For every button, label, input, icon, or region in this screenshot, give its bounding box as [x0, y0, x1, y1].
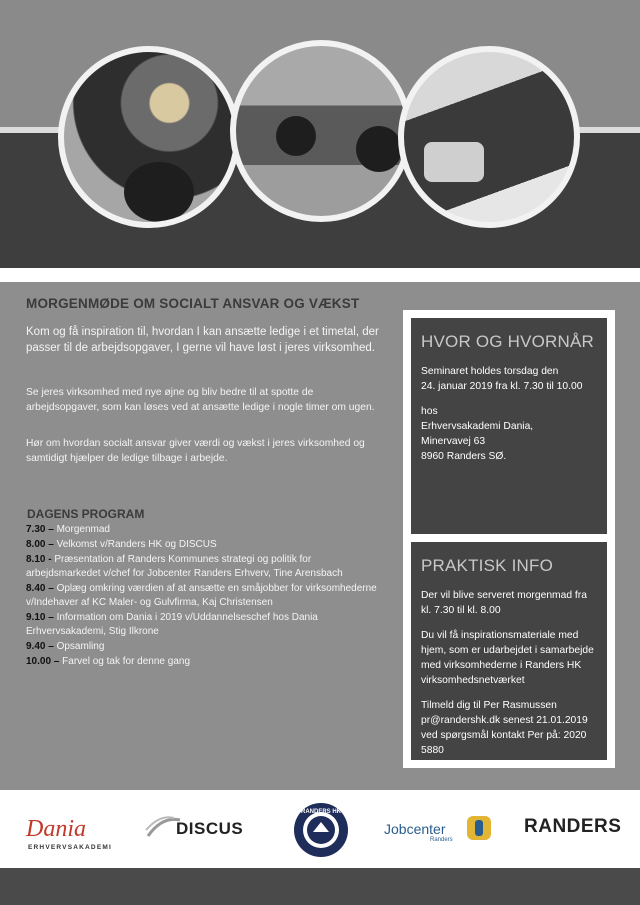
program-item [26, 538, 388, 552]
program-text: Morgenmad [56, 524, 110, 535]
program-item [26, 523, 388, 537]
venue-address: Erhvervsakademi Dania, Minervavej 63 8960 Randers SØ. [421, 421, 534, 462]
program-text: Opsamling [56, 641, 105, 652]
lawn-mower-photo [230, 40, 412, 222]
program-time: 8.40 – [26, 583, 54, 594]
where-when-heading: HVOR OG HVORNÅR [421, 332, 595, 351]
program-time: 9.40 – [26, 641, 54, 652]
footer-band [0, 868, 640, 905]
section-separator [0, 268, 640, 282]
program-text: Velkomst v/Randers HK og DISCUS [56, 539, 217, 550]
woman-cleaning-photo [58, 46, 240, 228]
dania-logo-subtitle: ERHVERVSAKADEMI [28, 844, 112, 851]
program-list [26, 523, 388, 670]
paragraph-3: Hør om hvordan socialt ansvar giver værdi og vækst i jeres virksomhed og samtidigt hjælper de ledige tilbage i arbejde. [26, 438, 365, 464]
practical-info-box [411, 542, 607, 760]
program-text: Farvel og tak for denne gang [62, 656, 191, 667]
program-text: Oplæg omkring værdien af at ansætte en småjobber for virksomhederne v/Indehaver af KC Maler- og Gulvfirma, Kaj Christensen [26, 583, 377, 608]
breakfast-info: Der vil blive serveret morgenmad fra kl. 7.30 til kl. 8.00 [421, 590, 587, 616]
material-info: Du vil få inspirationsmateriale med hjem, som er udarbejdet i samarbejde med virksomhederne i Randers HK virksomhedsnetværket [421, 630, 594, 686]
program-heading: DAGENS PROGRAM [27, 507, 145, 521]
randershk-seal [293, 802, 349, 858]
program-item [26, 655, 388, 669]
dania-logo: Dania [26, 816, 86, 842]
practical-info-heading: PRAKTISK INFO [421, 556, 554, 575]
car-washing-photo [398, 46, 580, 228]
where-when-box [411, 318, 607, 534]
page-title: MORGENMØDE OM SOCIALT ANSVAR OG VÆKST [26, 296, 360, 311]
program-item [26, 640, 388, 654]
program-item [26, 553, 388, 581]
program-time: 7.30 – [26, 524, 54, 535]
paragraph-2: Se jeres virksomhed med nye øjne og bliv bedre til at spotte de arbejdsopgaver, som kan løses ved at ansætte ledige i nogle timer om ugen. [26, 387, 375, 413]
program-time: 8.00 – [26, 539, 54, 550]
program-time: 9.10 – [26, 612, 54, 623]
jobcenter-logo: Jobcenter [384, 821, 446, 837]
discus-logo: DISCUS [176, 819, 244, 838]
seminar-date: Seminaret holdes torsdag den 24. januar 2019 fra kl. 7.30 til 10.00 [421, 366, 583, 392]
jobcenter-mark-icon [466, 815, 492, 841]
randershk-seal-text: RANDERS HK [300, 809, 342, 815]
program-item [26, 611, 388, 639]
program-time: 8.10 - [26, 554, 52, 565]
program-time: 10.00 – [26, 656, 60, 667]
randers-logo: RANDERS [524, 816, 622, 837]
info-sidebar [403, 310, 615, 768]
program-text: Præsentation af Randers Kommunes strategi og politik for arbejdsmarkedet v/chef for Jobcenter Randers Erhverv, Tine Arensbach [26, 554, 343, 579]
intro-paragraph: Kom og få inspiration til, hvordan I kan ansætte ledige i et timetal, der passer til de arbejdsopgaver, I gerne vil have løst i jeres virksomhed. [26, 326, 379, 354]
signup-info: Tilmeld dig til Per Rasmussen pr@randershk.dk senest 21.01.2019 ved spørgsmål kontakt Per på: 2020 5880 [421, 700, 588, 756]
jobcenter-logo-subtitle: Randers [430, 837, 453, 843]
program-item [26, 582, 388, 610]
program-text: Information om Dania i 2019 v/Uddannelseschef hos Dania Erhvervsakademi, Stig Ilkrone [26, 612, 318, 637]
venue-hos: hos [421, 406, 438, 417]
